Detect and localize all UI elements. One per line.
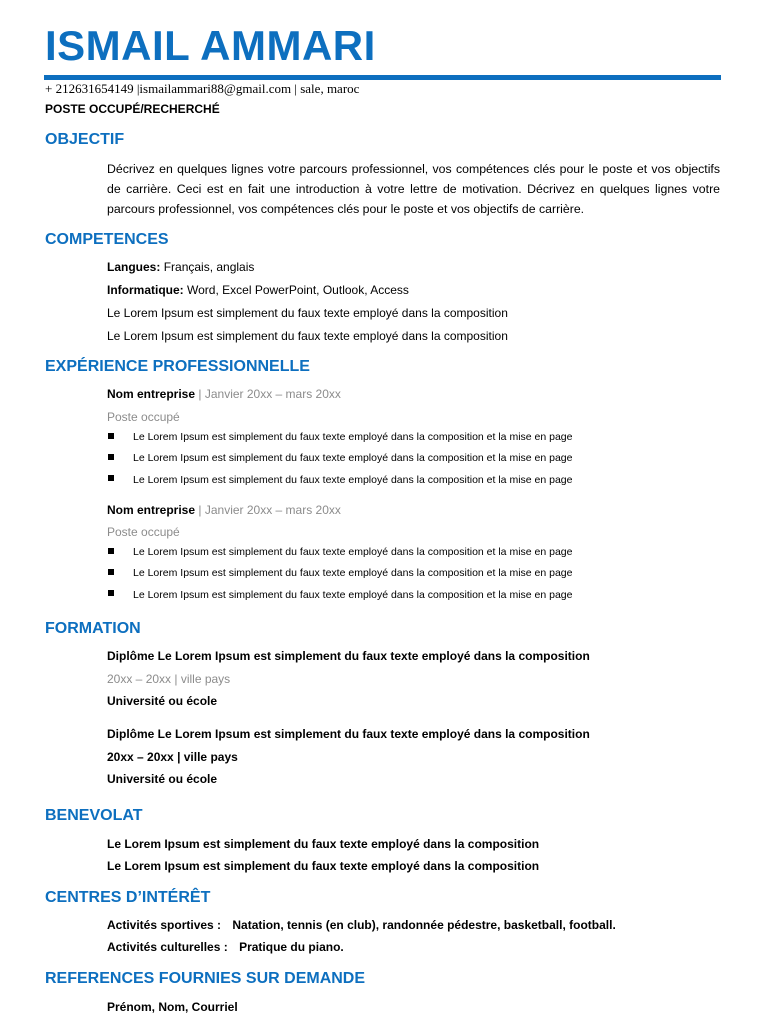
competence-label: Langues: <box>107 260 161 274</box>
job-role: Poste occupé <box>107 525 180 539</box>
job-dates: Janvier 20xx – mars 20xx <box>204 503 341 517</box>
bullet-icon <box>108 590 114 596</box>
header-rule <box>44 75 721 80</box>
job-bullet: Le Lorem Ipsum est simplement du faux texte employé dans la composition et la mise en page <box>133 567 573 579</box>
interest-label: Activités culturelles : <box>107 940 228 954</box>
resume-name: ISMAIL AMMARI <box>45 22 376 69</box>
job-bullet: Le Lorem Ipsum est simplement du faux texte employé dans la composition et la mise en page <box>133 589 573 601</box>
job-company: Nom entreprise <box>107 503 196 517</box>
formation-dates: 20xx – 20xx | ville pays <box>107 750 238 764</box>
competence-label: Informatique: <box>107 283 184 297</box>
job-role: Poste occupé <box>107 410 180 424</box>
interest-value: Pratique du piano. <box>239 940 344 954</box>
competence-value: Le Lorem Ipsum est simplement du faux texte employé dans la composition <box>107 306 508 320</box>
competence-item <box>107 260 254 274</box>
benevolat-line: Le Lorem Ipsum est simplement du faux texte employé dans la composition <box>107 837 540 851</box>
bullet-icon <box>108 475 114 481</box>
job-bullet: Le Lorem Ipsum est simplement du faux texte employé dans la composition et la mise en page <box>133 431 573 443</box>
position-title: POSTE OCCUPÉ/RECHERCHÉ <box>45 102 220 116</box>
competence-value: Le Lorem Ipsum est simplement du faux texte employé dans la composition <box>107 329 508 343</box>
section-title-benevolat: BENEVOLAT <box>45 807 143 824</box>
competence-item <box>107 329 508 343</box>
bullet-icon <box>108 548 114 554</box>
competence-value: Français, anglais <box>163 260 255 274</box>
bullet-icon <box>108 433 114 439</box>
section-title-interets: CENTRES D’INTÉRÊT <box>45 889 211 906</box>
interest-item <box>107 918 616 932</box>
job-header <box>107 387 341 401</box>
section-title-competences: COMPETENCES <box>45 231 169 248</box>
formation-diploma: Diplôme Le Lorem Ipsum est simplement du faux texte employé dans la composition <box>107 727 590 741</box>
job-bullet: Le Lorem Ipsum est simplement du faux texte employé dans la composition et la mise en page <box>133 474 573 486</box>
formation-diploma: Diplôme Le Lorem Ipsum est simplement du faux texte employé dans la composition <box>107 649 590 663</box>
section-title-formation: FORMATION <box>45 620 141 637</box>
formation-school: Université ou école <box>107 772 218 786</box>
interest-label: Activités sportives : <box>107 918 222 932</box>
interest-item <box>107 940 344 954</box>
section-title-references: REFERENCES FOURNIES SUR DEMANDE <box>45 970 366 987</box>
competence-item <box>107 306 508 320</box>
job-separator: | <box>198 503 202 517</box>
contact-line: + 212631654149 |ismailammari88@gmail.com | sale, maroc <box>45 81 360 96</box>
job-bullet: Le Lorem Ipsum est simplement du faux texte employé dans la composition et la mise en page <box>133 452 573 464</box>
job-dates: Janvier 20xx – mars 20xx <box>204 387 341 401</box>
competence-value: Word, Excel PowerPoint, Outlook, Access <box>187 283 409 297</box>
interest-value: Natation, tennis (en club), randonnée pédestre, basketball, football. <box>232 918 616 932</box>
benevolat-line: Le Lorem Ipsum est simplement du faux texte employé dans la composition <box>107 859 540 873</box>
objectif-text: Décrivez en quelques lignes votre parcours professionnel, vos compétences clés pour le poste et vos objectifs de carrière. Ceci est en fait une introduction à votre lettre de motivation. Décrivez en quelques lignes votre parcours professionnel, vos compétences clés pour le poste et vos objectifs de carrière. <box>107 162 720 216</box>
job-separator: | <box>198 387 202 401</box>
references-line: Prénom, Nom, Courriel <box>107 1000 238 1014</box>
formation-school: Université ou école <box>107 694 218 708</box>
bullet-icon <box>108 454 114 460</box>
job-bullet: Le Lorem Ipsum est simplement du faux texte employé dans la composition et la mise en page <box>133 546 573 558</box>
job-company: Nom entreprise <box>107 387 196 401</box>
section-title-experience: EXPÉRIENCE PROFESSIONNELLE <box>45 358 310 375</box>
competence-item <box>107 283 409 297</box>
bullet-icon <box>108 569 114 575</box>
formation-dates: 20xx – 20xx | ville pays <box>107 672 231 686</box>
section-title-objectif: OBJECTIF <box>45 131 125 148</box>
job-header <box>107 503 341 517</box>
